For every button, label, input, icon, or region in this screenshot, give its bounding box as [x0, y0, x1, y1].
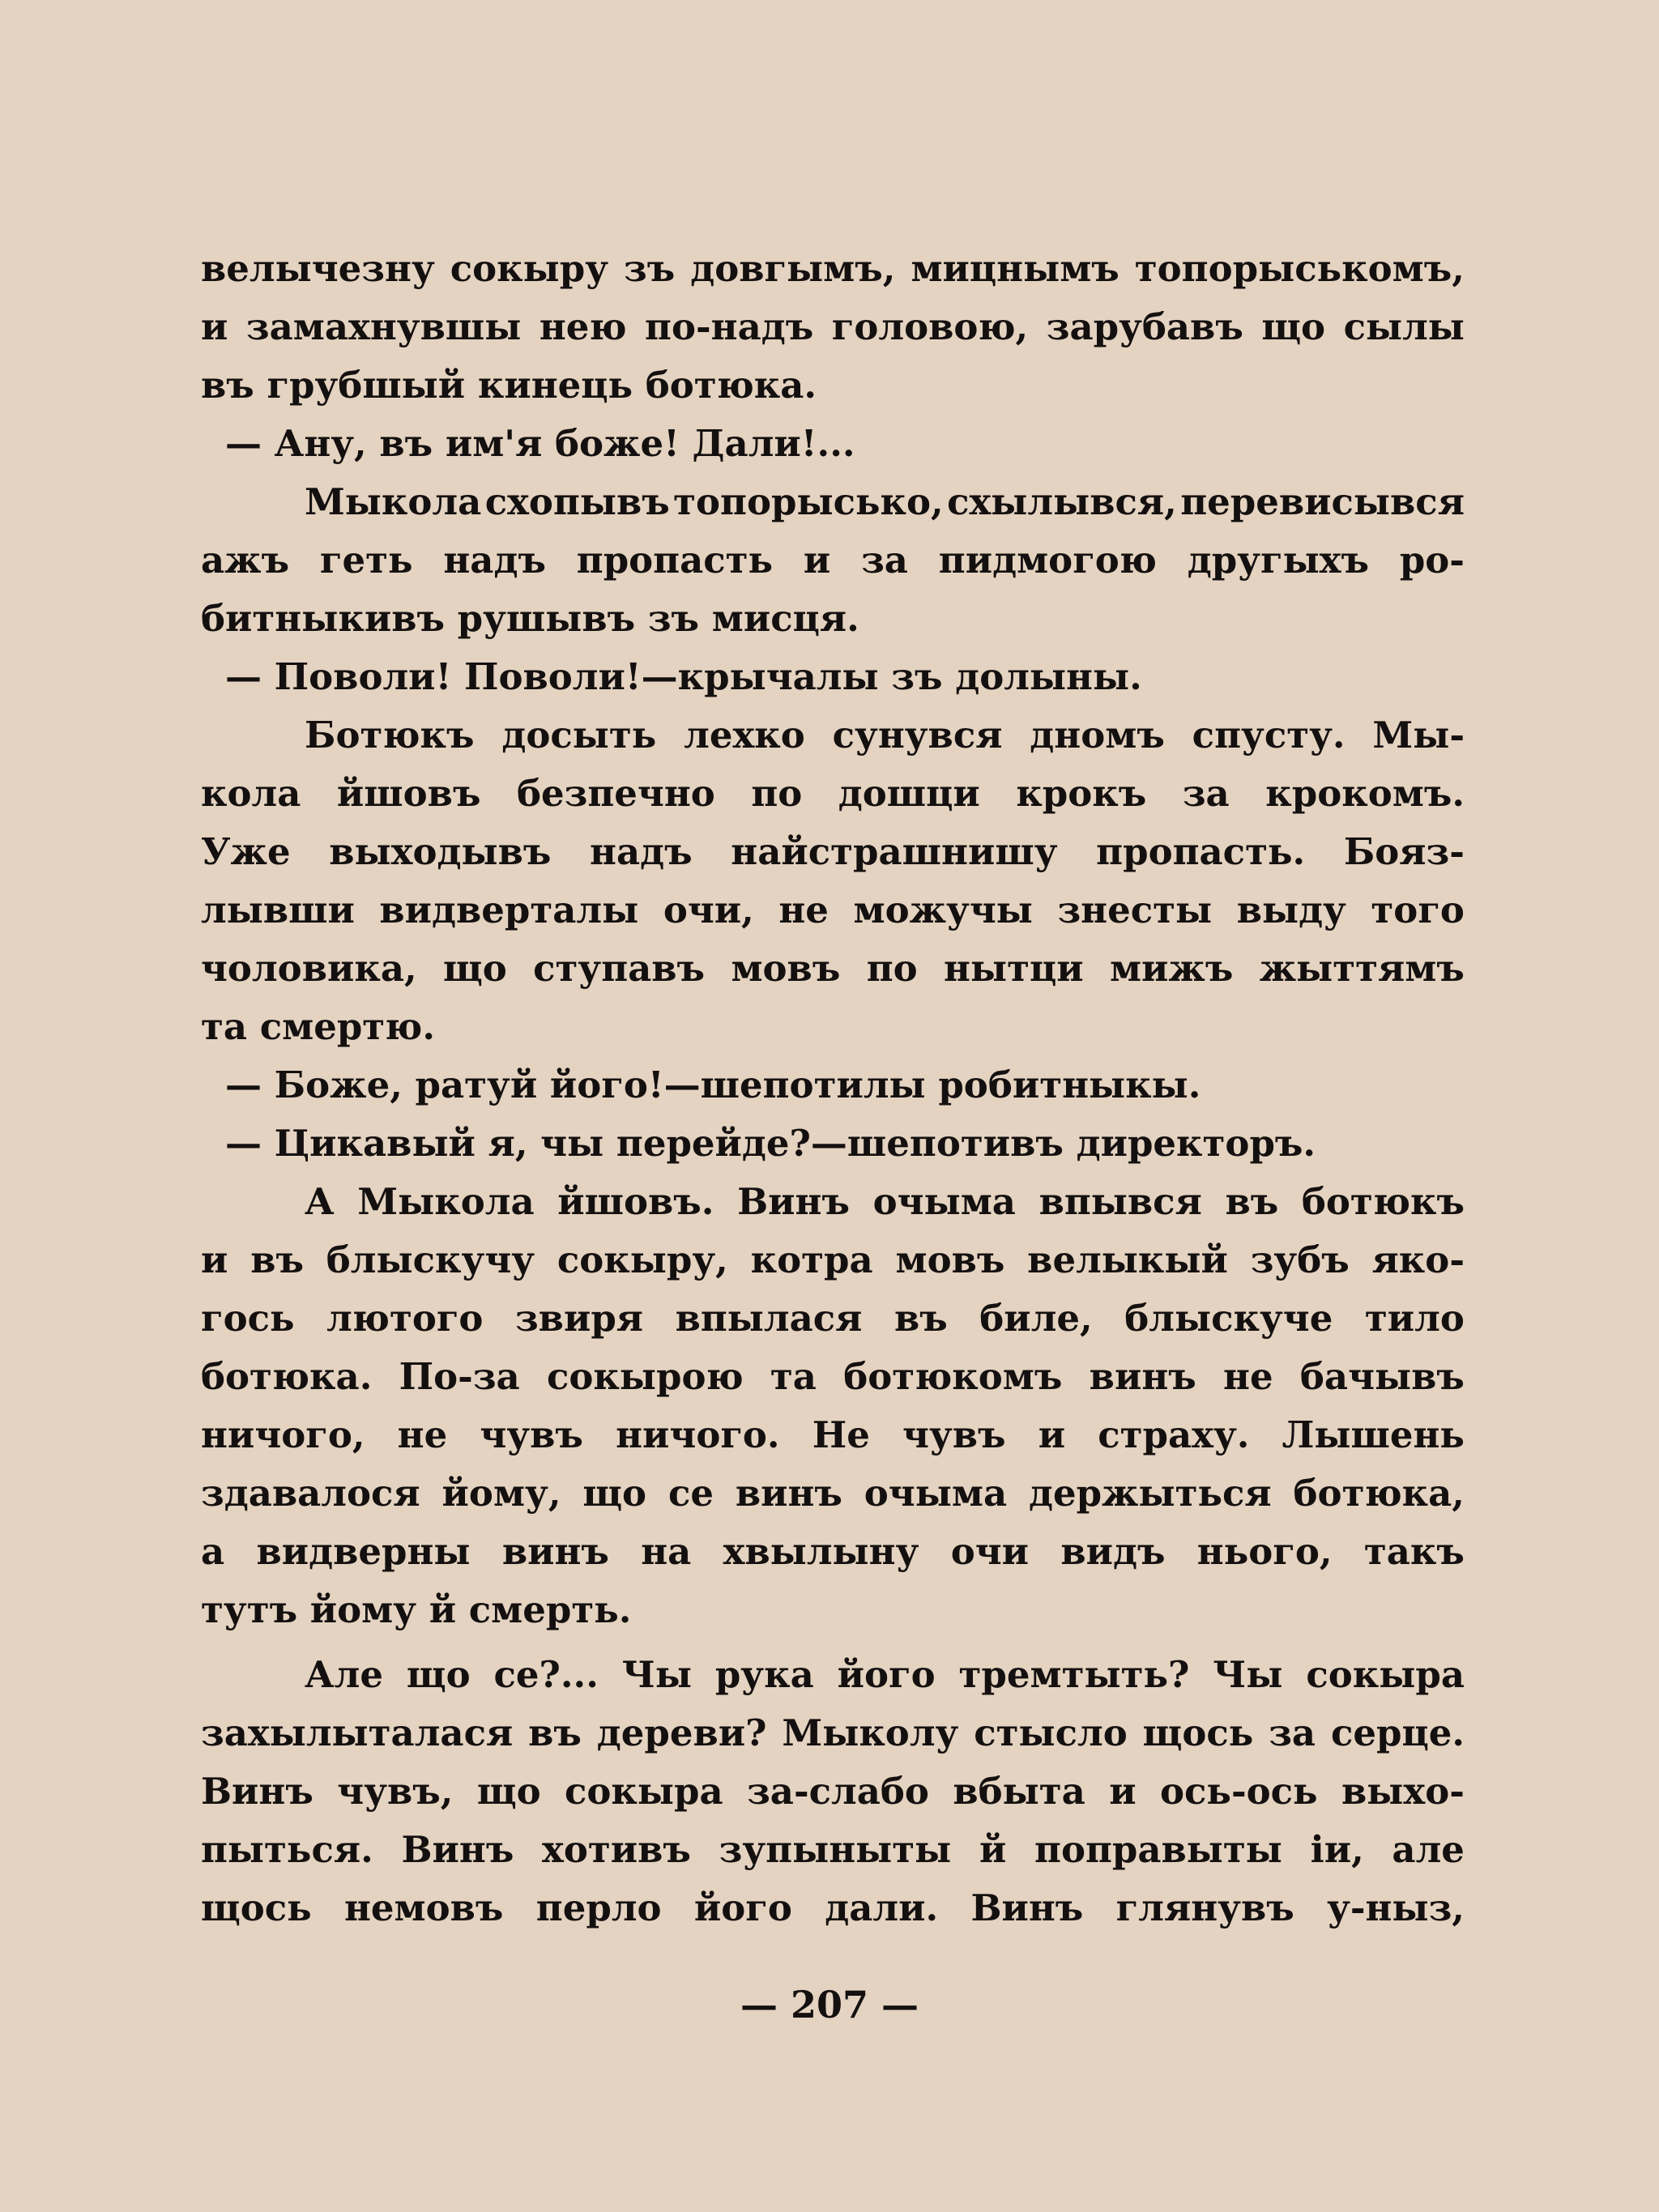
- text-line: — Цикавый я, чы перейде?—шепотивъ директоръ.: [225, 1122, 1316, 1165]
- text-line: щось немовъ перло його дали. Винъ глянувъ у-ныз,: [201, 1886, 1465, 1929]
- text-line: Але що се?... Чы рука його тремтыть? Чы сокыра: [305, 1653, 1465, 1696]
- text-line: здавалося йому, що се винъ очыма держыться ботюка,: [201, 1472, 1465, 1515]
- text-line: — Ану, въ им'я боже! Дали!...: [225, 422, 855, 465]
- page-number: — 207 —: [740, 1983, 919, 2027]
- text-line: и въ блыскучу сокыру, котра мовъ велыкый зубъ яко-: [201, 1238, 1465, 1281]
- text-line: — Поволи! Поволи!—крычалы зъ долыны.: [225, 655, 1142, 698]
- text-line: А Мыкола йшовъ. Винъ очыма впывся въ ботюкъ: [305, 1180, 1465, 1223]
- text-line: захылыталася въ дереви? Мыколу стысло щось за серце.: [201, 1711, 1465, 1754]
- text-line: велычезну сокыру зъ довгымъ, мицнымъ топорыськомъ,: [201, 247, 1465, 290]
- text-line: — Боже, ратуй його!—шепотилы робитныкы.: [225, 1063, 1201, 1106]
- text-line: лывши видвертaлы очи, не можучы знесты выду того: [201, 889, 1465, 931]
- text-line: та смертю.: [201, 1005, 435, 1048]
- text-line: Мыкола схопывъ топорысько, схылывся, перевисывся: [305, 480, 1465, 523]
- text-line: ботюка. По-за сокырою та ботюкомъ винъ не бачывъ: [201, 1355, 1465, 1398]
- text-line: ничого, не чувъ ничого. Не чувъ и страху. Лышень: [201, 1413, 1465, 1456]
- text-line: въ грубшый кинець ботюка.: [201, 364, 817, 407]
- text-line: тутъ йому й смерть.: [201, 1588, 632, 1631]
- text-line: чоловика, що ступавъ мовъ по нытци мижъ жыттямъ: [201, 947, 1465, 990]
- text-line: Винъ чувъ, що сокыра за-слабо вбыта и ось-ось выхо-: [201, 1770, 1465, 1813]
- text-line: гось лютого звиря впылася въ биле, блыскуче тило: [201, 1297, 1465, 1340]
- text-line: а видверны винъ на хвылыну очи видъ нього, такъ: [201, 1530, 1465, 1573]
- text-line: Уже выходывъ надъ найстрашнишу пропасть. Бояз-: [201, 830, 1465, 873]
- text-line: Ботюкъ досыть лехко сунувся дномъ спусту. Мы-: [305, 714, 1465, 757]
- text-line: ажъ геть надъ пропасть и за пидмогою другыхъ ро-: [201, 539, 1465, 582]
- text-line: пыться. Винъ хотивъ зупыныты й поправыты іи, але: [201, 1828, 1465, 1871]
- text-line: битныкивъ рушывъ зъ мисця.: [201, 597, 859, 640]
- body-text: [201, 240, 1465, 1937]
- text-line: и замахнувшы нею по-надъ головою, зарубавъ що сылы: [201, 305, 1465, 348]
- text-line: кола йшовъ безпечно по дошци крокъ за крокомъ.: [201, 772, 1465, 815]
